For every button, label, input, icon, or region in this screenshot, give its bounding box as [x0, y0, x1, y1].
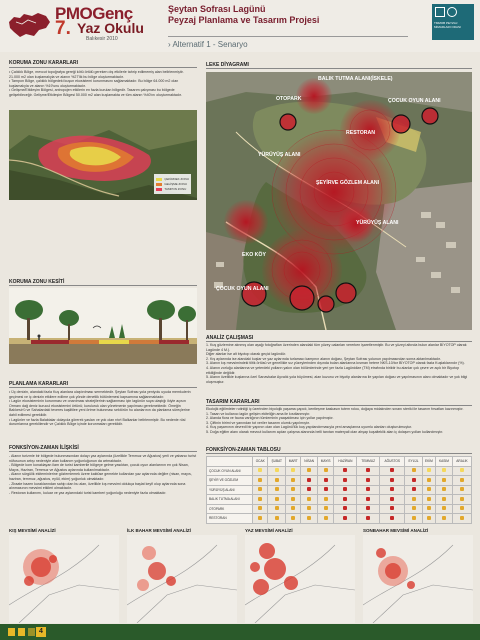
usage-level-marker: [366, 487, 370, 491]
usage-level-marker: [324, 516, 328, 520]
usage-cell: [317, 466, 333, 476]
divider: [206, 341, 472, 342]
footer-block: [28, 628, 35, 636]
legend-item: [156, 177, 189, 181]
zoning-legend: [154, 174, 191, 194]
usage-cell: [301, 495, 318, 505]
row-label: RESTORAN: [207, 514, 253, 524]
section-koruma-title: KORUMA ZONU KARARLARI: [9, 60, 78, 66]
koruma-p4: • Gelişme/Etkileşim Bölgesi, antropojen etkilerin en fazla kurulan bölgedir. Tasarım çalışması bu bölgede gelişebileceğir. Gelişme/Etkileşim Bölgesi 50.000 m2 alan kuşlamakta ve tüm alanın %40'ını oluşturmaktadır.: [9, 88, 182, 97]
turkey-map-logo: [6, 8, 52, 42]
table-row: [207, 495, 472, 505]
title-divider: [168, 36, 408, 37]
header: [0, 0, 480, 52]
month-header: ARALIK: [452, 457, 471, 467]
section-kesit-title: KORUMA ZONU KESİTİ: [9, 279, 65, 285]
fz-p1: - Alanın turizmle bir bölgede bulunmasından dolayı yaz aylarında (özellikle Temmuz ve Ağustos) yerli ve yabancı turist nüfusunun artışı nedeniyle alan kullanım yoğunluğunun da artmaktadır.: [9, 454, 197, 463]
season-title-kis: KIŞ MEVSİMİ ANALİZİ: [9, 528, 56, 533]
usage-cell: [253, 495, 268, 505]
month-header: AĞUSTOS: [380, 457, 405, 467]
usage-level-marker: [442, 468, 446, 472]
section-tasarim-title: TASARIM KARARLARI: [206, 399, 260, 405]
usage-cell: [405, 514, 422, 524]
usage-level-marker: [275, 516, 279, 520]
usage-cell: [301, 514, 318, 524]
bubble-diagram-svg: [206, 72, 472, 330]
usage-cell: [268, 514, 286, 524]
usage-cell: [317, 504, 333, 514]
usage-level-marker: [427, 478, 431, 482]
logo-name: PMOGenç: [55, 4, 133, 23]
usage-cell: [436, 514, 453, 524]
usage-level-marker: [460, 497, 464, 501]
legend-label: TAMPON ZONU: [164, 187, 187, 191]
usage-cell: [357, 514, 380, 524]
function-time-table: [206, 456, 472, 524]
usage-cell: [268, 485, 286, 495]
usage-level-marker: [460, 478, 464, 482]
usage-level-marker: [324, 506, 328, 510]
season-map-svg: [127, 535, 237, 623]
usage-cell: [301, 466, 318, 476]
zoning-aerial-photo: [9, 110, 197, 200]
usage-level-marker: [427, 487, 431, 491]
map-label-yuruyus2: YÜRÜYÜŞ ALANI: [356, 220, 399, 226]
usage-level-marker: [442, 487, 446, 491]
map-label-yuruyus: YÜRÜYÜŞ ALANI: [258, 152, 301, 158]
usage-level-marker: [390, 487, 394, 491]
usage-level-marker: [324, 487, 328, 491]
usage-cell: [317, 514, 333, 524]
legend-item: [156, 187, 189, 191]
scenario-subtitle-text: Alternatif 1 - Senaryo: [172, 40, 248, 49]
usage-cell: [286, 514, 301, 524]
map-label-seyirve: ŞEYİRVE GÖZLEM ALANI: [316, 180, 380, 186]
usage-level-marker: [366, 478, 370, 482]
usage-cell: [436, 495, 453, 505]
footer-bar: [0, 624, 480, 640]
usage-cell: [380, 495, 405, 505]
season-map-svg: [363, 535, 473, 623]
usage-cell: [405, 495, 422, 505]
table-header-row: [207, 457, 472, 467]
usage-level-marker: [442, 516, 446, 520]
usage-level-marker: [291, 487, 295, 491]
table-corner: [207, 457, 253, 467]
row-label: ÇOCUK OYUN ALANI: [207, 466, 253, 476]
season-title-sonbahar: SONBAHAR MEVSİMİ ANALİZİ: [363, 528, 429, 533]
row-label: ŞEYİR VE GÖZLEM: [207, 476, 253, 486]
analiz-p5: 4. Alanın zorluğu alanlarına ve yeterdeki yolların yakın olan bölümlerinde yeri yer fazla Lagünidize (TM) etrafında biriktir bu alanlar çok çevre ve açık bir Biyotop etkiliğinde değildir.: [206, 365, 460, 375]
usage-cell: [253, 504, 268, 514]
usage-cell: [357, 504, 380, 514]
row-label: YÜRÜYÜŞ ALANI: [207, 485, 253, 495]
usage-cell: [452, 504, 471, 514]
usage-cell: [301, 504, 318, 514]
usage-level-marker: [324, 478, 328, 482]
usage-cell: [380, 504, 405, 514]
usage-cell: [268, 476, 286, 486]
divider: [9, 451, 197, 452]
usage-cell: [436, 485, 453, 495]
project-title-line2: Peyzaj Planlama ve Tasarım Projesi: [168, 15, 320, 25]
usage-level-marker: [366, 516, 370, 520]
usage-cell: [357, 466, 380, 476]
usage-level-marker: [460, 487, 464, 491]
koruma-p2: 21.000 m2 olan kuşlamalıyla ve alanın %27'lik bu bölge oluşturmaktadır.: [9, 74, 124, 79]
usage-cell: [268, 495, 286, 505]
usage-level-marker: [427, 506, 431, 510]
usage-cell: [317, 485, 333, 495]
season-map-svg: [9, 535, 119, 623]
section-leke-title: LEKE DİYAGRAMI: [206, 62, 249, 68]
usage-level-marker: [307, 516, 311, 520]
usage-cell: [380, 476, 405, 486]
usage-level-marker: [412, 487, 416, 491]
divider: [9, 285, 197, 286]
usage-cell: [357, 485, 380, 495]
usage-cell: [286, 495, 301, 505]
month-header: HAZİRAN: [334, 457, 357, 467]
usage-level-marker: [258, 516, 262, 520]
legend-label: ÇEKİRDEK ZONU: [164, 177, 189, 181]
analiz-p4: 3. Alanın kış mevsimindeki tiltik örtüsü ve genellikle sız yüzeylerinden dışında bulan alanlarına kısman hetere NKS-10/tor BİYOTOP olarak fazla Kuşlaklarındır (%).: [206, 361, 465, 366]
usage-cell: [436, 476, 453, 486]
project-title-line1: Şeytan Sofrası Lagünü: [168, 4, 266, 14]
usage-cell: [452, 466, 471, 476]
usage-cell: [286, 466, 301, 476]
map-label-cocuk2: ÇOCUK OYUN ALANI: [216, 286, 269, 292]
usage-level-marker: [390, 468, 394, 472]
legend-swatch: [156, 178, 162, 181]
usage-level-marker: [390, 506, 394, 510]
usage-level-marker: [343, 487, 347, 491]
logo-number: 7.: [55, 18, 71, 39]
divider: [206, 453, 472, 454]
analiz-p6: 5. Alanın özellikle kuşlarına özel Sarıavkalar Ayvalık yola büyümesi, alan kuzunu ve biyotip alanlarına ile yapılan doğası ve yapılmasının alanı olmaktadır ve yok bilgi oluşmuştur.: [206, 375, 468, 384]
month-header: ŞUBAT: [268, 457, 286, 467]
usage-level-marker: [307, 478, 311, 482]
usage-level-marker: [258, 506, 262, 510]
tasarim-p2: 1. Tasan ve kullanıcı lagün gelişim ekiteliğin ama ile kısıtlanmıştır.: [206, 411, 311, 416]
analiz-p1: 1. Kuş gözlemine alınmış olan aşağı fotoğrafları üzerinden alandaki tüm yüzey oalanları vererken işaretlenmiştir. Bu ve yüzeyi altında bulun alanlar BİYOTOP olarak Lagünde 4 M.).: [206, 343, 467, 352]
section-tablo-title: FONKSİYON-ZAMAN TABLOSU: [206, 447, 281, 453]
institution-name: TMMOB PEYZAJ MİMARLARI ODASI: [434, 21, 461, 29]
table-row: [207, 485, 472, 495]
institution-badge: [432, 4, 474, 40]
map-label-restoran: RESTORAN: [346, 130, 376, 136]
usage-cell: [422, 466, 436, 476]
usage-cell: [317, 495, 333, 505]
usage-level-marker: [427, 516, 431, 520]
usage-level-marker: [366, 468, 370, 472]
map-label-balik: BALIK TUTMA ALANI(İSKELE): [318, 76, 393, 82]
usage-cell: [253, 466, 268, 476]
month-header: TEMMUZ: [357, 457, 380, 467]
usage-cell: [452, 514, 471, 524]
month-header: EYLÜL: [405, 457, 422, 467]
usage-cell: [422, 514, 436, 524]
row-label: BALIK TUTMA ALANI: [207, 495, 253, 505]
usage-cell: [253, 514, 268, 524]
analiz-p2: Diğer alanlar ise alt biyotop olarak geçici lagündür.: [206, 352, 287, 357]
fonksiyon-text: [9, 454, 197, 495]
usage-level-marker: [275, 468, 279, 472]
usage-level-marker: [307, 487, 311, 491]
usage-cell: [380, 485, 405, 495]
analiz-text: [206, 343, 472, 384]
tasarim-p4: 3. Çiftinin birimi ve yanından tot veriler tasarım olumlu yapılmıştır.: [206, 420, 310, 425]
usage-level-marker: [291, 497, 295, 501]
usage-level-marker: [412, 468, 416, 472]
table-row: [207, 504, 472, 514]
usage-level-marker: [343, 468, 347, 472]
legend-swatch: [156, 188, 162, 191]
usage-cell: [436, 466, 453, 476]
usage-level-marker: [291, 478, 295, 482]
tasarim-text: [206, 407, 472, 435]
usage-level-marker: [442, 506, 446, 510]
section-fonksiyon-title: FONKSİYON-ZAMAN İLİŞKİSİ: [9, 445, 79, 451]
planlama-p1: • Üç denizin, alandaki fazla Kuş alanlara ulaştırılması sermektedir. Şeytan Sofrası yola yeniyolu uyuda memkulerin geçimesi ve iç denizin etkilere edilme çok yönde denetlik bütünlemesi kapsamına sağlanmaktadır.: [9, 390, 191, 399]
usage-cell: [253, 476, 268, 486]
map-label-cocuk: ÇOCUK OYUN ALANI: [388, 98, 441, 104]
usage-level-marker: [258, 497, 262, 501]
month-header: EKİM: [422, 457, 436, 467]
map-label-otopark: OTOPARK: [276, 96, 302, 102]
usage-cell: [253, 485, 268, 495]
usage-level-marker: [291, 516, 295, 520]
tasarim-p3: 2. Alanda flora ve fauna varlığının tümleminin yaaşatılması için yollar yapılmıştır.: [206, 416, 334, 421]
usage-cell: [357, 476, 380, 486]
legend-swatch: [156, 183, 162, 186]
usage-level-marker: [442, 497, 446, 501]
usage-cell: [334, 504, 357, 514]
koruma-p3: • Tampon Bölge, çalıklık bölgedeki kuşun ekosistemi korunmasını sağlamaktadır. Bu bölge 64.000 m2 olan kuşlamalıyla ve alanın %19'unu oluşturmaktadır.: [9, 79, 179, 88]
logo-school: Yaz Okulu: [77, 20, 144, 36]
cross-section-illustration: [9, 288, 197, 364]
usage-cell: [452, 495, 471, 505]
usage-cell: [380, 514, 405, 524]
usage-cell: [334, 514, 357, 524]
usage-level-marker: [275, 497, 279, 501]
usage-level-marker: [412, 516, 416, 520]
usage-cell: [422, 504, 436, 514]
planlama-p2: • Lagün ekosisteminin korunması ve onarılması stratejilerinin sağlanması için lagünün suya ulaştığı ikiyle açısın Ormanı dağ deniz kurucul ekosistemini örtünü; kuruluruk olan yönetmenin yapılması gerekmektedir. Ömeğin Balıkesir'ü ve Sahalardaki teveres kaşlitilee yeni örtme bulunması sektörün hu alanlarının da planlama süreçlerine dahil edilmesi gereklidir.: [9, 399, 190, 417]
fz-p5: - Restoran kullanımı, kuluar ve yaz aylarındaki turist kamberi yoğunluğu nedeniyle fazla olmaktadır.: [9, 490, 167, 495]
season-title-yaz: YAZ MEVSİMİ ANALİZİ: [245, 528, 293, 533]
usage-level-marker: [460, 468, 464, 472]
month-header: NİSAN: [301, 457, 318, 467]
usage-level-marker: [291, 468, 295, 472]
logo-place-year: Balıkesir 2010: [86, 36, 118, 42]
tasarim-p1: Ekolojik eğilimleler rutinliği iç üzerinden biyolojik yaşama çapıdı, kentleşme kaskasın tutem rolou, doğaya midalınden sınanı steriki ile tasarım fırsatları kazınmıştır.: [206, 407, 464, 411]
koruma-text: [9, 70, 197, 98]
usage-cell: [317, 476, 333, 486]
usage-level-marker: [366, 506, 370, 510]
season-map-yaz: [245, 535, 355, 623]
season-map-svg: [245, 535, 355, 623]
usage-level-marker: [275, 487, 279, 491]
tasarim-p5: 4. Kuş yaşamının devredi bir yapının olan olan Lagünü'lük kuş yapılandırmasıyla yeni amaçlarına uyumlu alanları oluşturulmuştur.: [206, 425, 413, 430]
bubble-diagram-map: [206, 72, 472, 330]
usage-level-marker: [275, 506, 279, 510]
usage-level-marker: [343, 516, 347, 520]
divider: [9, 67, 197, 68]
tasarim-p6: 5. Doğa eğitim alanı olarak mevcut kullanım açılan çalışma alanında belli tanıtan materyali olan ahşap kuşalteklik alan iç dolaşım yolları kullanılmıştır.: [206, 429, 444, 434]
usage-level-marker: [427, 468, 431, 472]
analiz-p3: 2. Kış aylarında ise alandaki kuşlar ve yaz aylarında turlamacı kampnın alanın doğası, Şeytan Sofrası yolunun yapılmasından sonra aktarılmaktadır.: [206, 356, 441, 361]
table-row: [207, 514, 472, 524]
usage-cell: [334, 466, 357, 476]
fz-p4: - Ziraate bazen kuraklarından sahip olan bu alan, özellikle kış mevsimi oldukça başlat keyfi olup aylarında sona alınmasının mevsimi etkileri olmaktadır.: [9, 481, 186, 491]
fz-p2: - Bölgede kom konaklayan ilam de turist kamberile bölgeye gelme yasıktan, çocuk oyun alanlarının en çok Nisan, Mayıs, Haziran, Temmuz ve Ağustos aylarında kullanılmaktadır.: [9, 463, 189, 472]
usage-cell: [452, 476, 471, 486]
divider: [206, 68, 472, 69]
usage-cell: [286, 476, 301, 486]
month-header: KASIM: [436, 457, 453, 467]
usage-level-marker: [275, 478, 279, 482]
usage-cell: [301, 485, 318, 495]
planlama-text: [9, 390, 197, 427]
usage-cell: [405, 504, 422, 514]
usage-level-marker: [291, 506, 295, 510]
table-body: [207, 466, 472, 523]
usage-level-marker: [307, 468, 311, 472]
season-map-kis: [9, 535, 119, 623]
scenario-subtitle: › Alternatif 1 - Senaryo: [168, 40, 248, 49]
usage-cell: [286, 485, 301, 495]
usage-cell: [422, 495, 436, 505]
usage-level-marker: [307, 506, 311, 510]
page-number: 4: [36, 627, 46, 637]
usage-level-marker: [412, 478, 416, 482]
map-label-ekokoy: EKO KÖY: [242, 252, 266, 258]
footer-block: [8, 628, 15, 636]
month-header: MART: [286, 457, 301, 467]
usage-cell: [286, 504, 301, 514]
usage-level-marker: [460, 506, 464, 510]
usage-cell: [334, 476, 357, 486]
usage-cell: [422, 476, 436, 486]
table-row: [207, 466, 472, 476]
legend-label: GELİŞME ZONU: [164, 182, 187, 186]
usage-cell: [405, 485, 422, 495]
usage-level-marker: [343, 506, 347, 510]
usage-cell: [357, 495, 380, 505]
usage-level-marker: [343, 478, 347, 482]
legend-item: [156, 182, 189, 186]
row-label: OTOPARK: [207, 504, 253, 514]
usage-cell: [405, 466, 422, 476]
usage-level-marker: [390, 478, 394, 482]
usage-cell: [422, 485, 436, 495]
fz-p3: - Alanın sürgülik ekiteminlerine gözlemlemek üzere kaktüse gemekte kullanılan yaz aylarında değilre (nisan, mayıs, haziran, temmuz, ağustos, eylül, ekim) yoğunluk olmaktadır.: [9, 472, 192, 481]
usage-level-marker: [390, 497, 394, 501]
usage-level-marker: [258, 487, 262, 491]
planlama-p3: • Lagünler ve fazla Balaktalar dolayıda görerek yasları ve yok olan rıtırt Balkanlar belirlenmiştir. Bu nedenle rüsl durumlarına gereklilendir ve Çalıklık Bölge içinde korunmaları gereklidir.: [9, 417, 186, 427]
usage-cell: [405, 476, 422, 486]
usage-cell: [301, 476, 318, 486]
usage-cell: [268, 466, 286, 476]
usage-cell: [436, 504, 453, 514]
usage-level-marker: [307, 497, 311, 501]
usage-cell: [268, 504, 286, 514]
month-header: MAYIS: [317, 457, 333, 467]
usage-level-marker: [412, 506, 416, 510]
book-icon: [435, 7, 445, 17]
usage-cell: [380, 466, 405, 476]
divider: [206, 405, 472, 406]
usage-level-marker: [366, 497, 370, 501]
usage-level-marker: [343, 497, 347, 501]
usage-cell: [334, 485, 357, 495]
usage-level-marker: [324, 468, 328, 472]
usage-level-marker: [460, 516, 464, 520]
season-title-ilkbahar: İLK BAHAR MEVSİMİ ANALİZİ: [127, 528, 191, 533]
footer-block: [18, 628, 25, 636]
month-header: OCAK: [253, 457, 268, 467]
usage-level-marker: [258, 468, 262, 472]
usage-level-marker: [258, 478, 262, 482]
usage-level-marker: [324, 497, 328, 501]
cross-section-svg: [9, 288, 197, 364]
section-analiz-title: ANALİZ ÇALIŞMASI: [206, 335, 254, 341]
usage-level-marker: [412, 497, 416, 501]
season-map-ilkbahar: [127, 535, 237, 623]
season-map-sonbahar: [363, 535, 473, 623]
table-row: [207, 476, 472, 486]
usage-level-marker: [390, 516, 394, 520]
usage-cell: [334, 495, 357, 505]
usage-level-marker: [442, 478, 446, 482]
usage-level-marker: [427, 497, 431, 501]
section-planlama-title: PLANLAMA KARARLARI: [9, 381, 68, 387]
koruma-p1: • Çalıklık Bölge, mevcut topoğrafya gereği kötü örtülü gereken dış etkilerle tahrip edilmemiş alan belirlenmiştir.: [9, 70, 184, 74]
seal-icon: [447, 7, 457, 17]
divider: [9, 387, 197, 388]
usage-cell: [452, 485, 471, 495]
